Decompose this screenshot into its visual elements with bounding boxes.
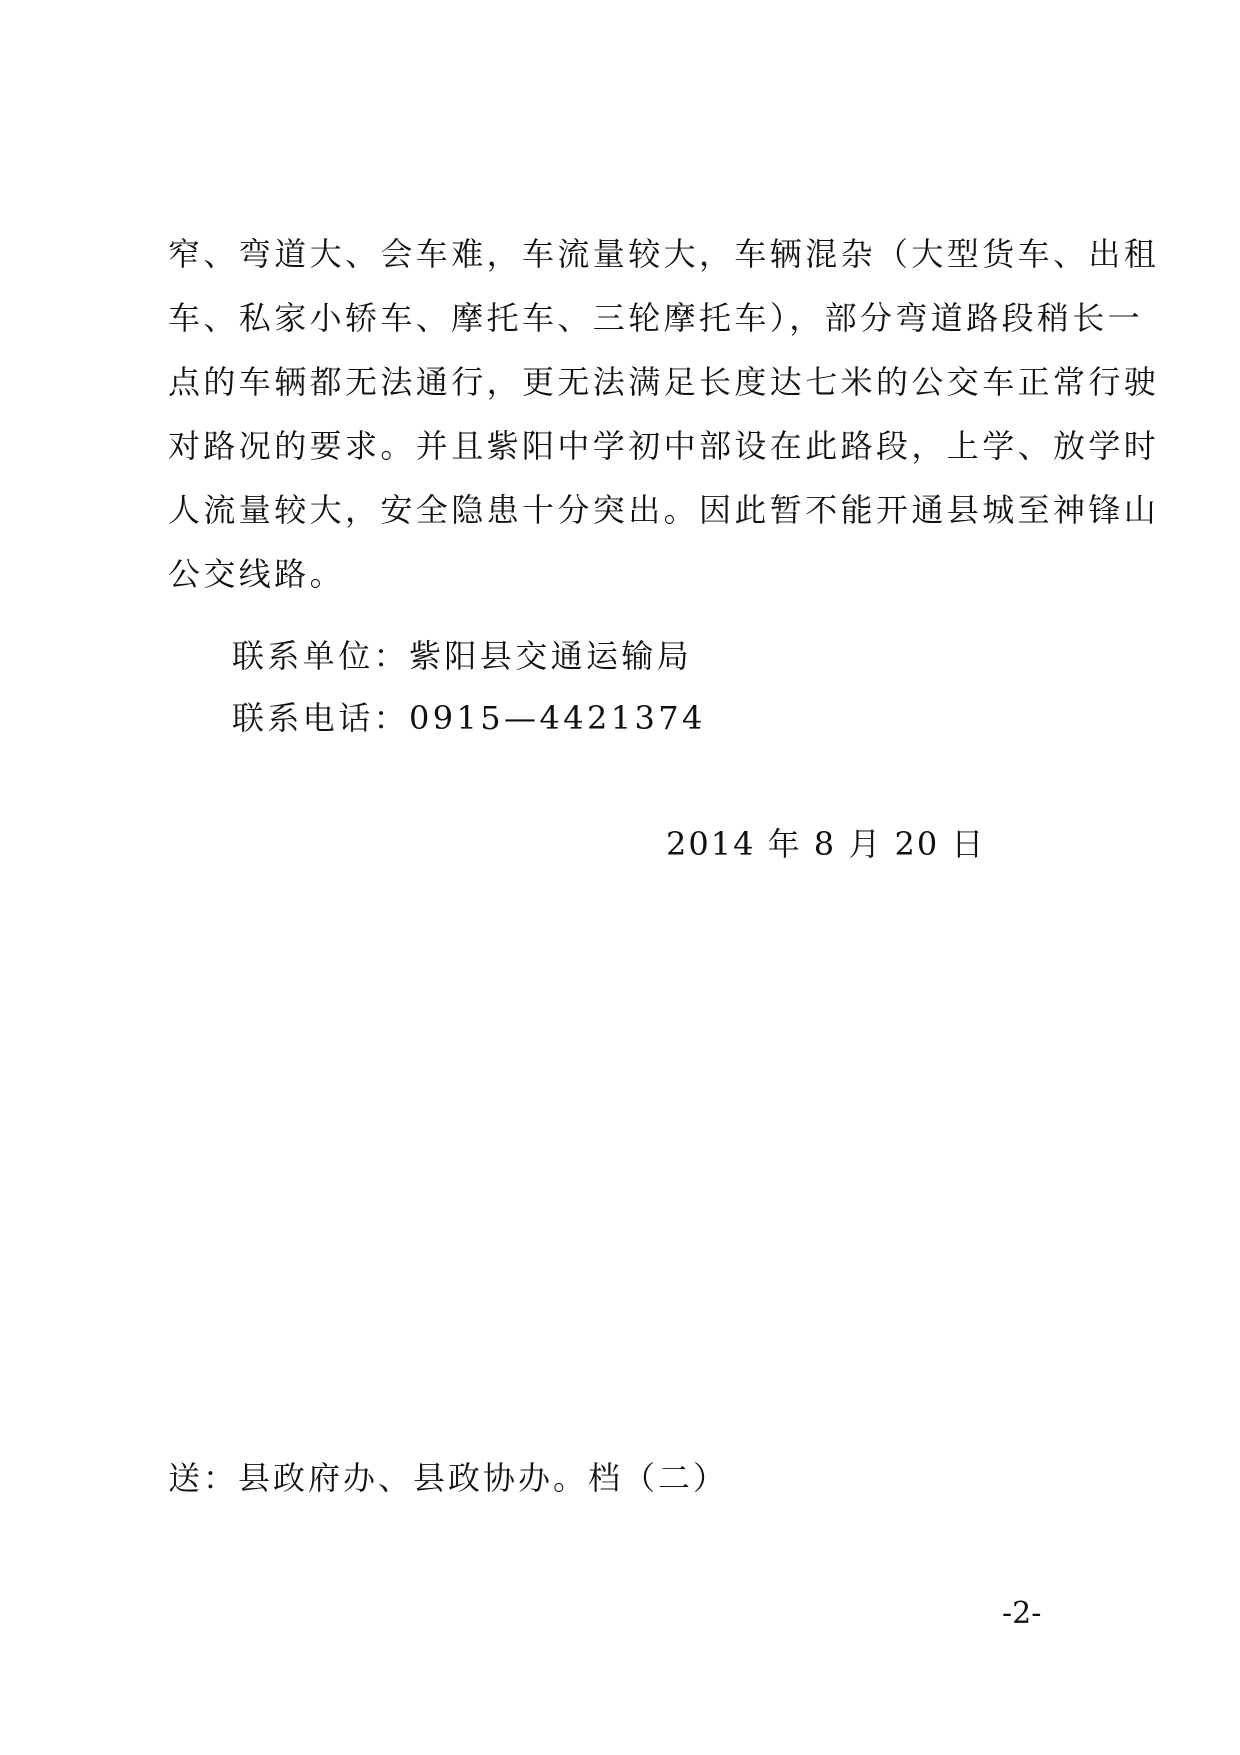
contact-phone: 联系电话：0915—4421374: [232, 699, 706, 737]
document-date: 2014 年 8 月 20 日: [666, 825, 986, 863]
paragraph-line: 人流量较大，安全隐患十分突出。因此暂不能开通县城至神锋山: [168, 491, 1160, 529]
paragraph-line: 窄、弯道大、会车难，车流量较大，车辆混杂（大型货车、出租: [168, 235, 1160, 273]
contact-unit: 联系单位：紫阳县交通运输局: [232, 637, 693, 675]
paragraph-line: 车、私家小轿车、摩托车、三轮摩托车），部分弯道路段稍长一: [168, 299, 1144, 337]
page-number: -2-: [1002, 1596, 1042, 1631]
distribution-list: 送：县政府办、县政协办。档（二）: [168, 1459, 729, 1497]
paragraph-line: 点的车辆都无法通行，更无法满足长度达七米的公交车正常行驶: [168, 363, 1160, 401]
body-paragraph: [168, 222, 1160, 606]
paragraph-line: 公交线路。: [168, 555, 346, 593]
paragraph-line: 对路况的要求。并且紫阳中学初中部设在此路段，上学、放学时: [168, 427, 1160, 465]
